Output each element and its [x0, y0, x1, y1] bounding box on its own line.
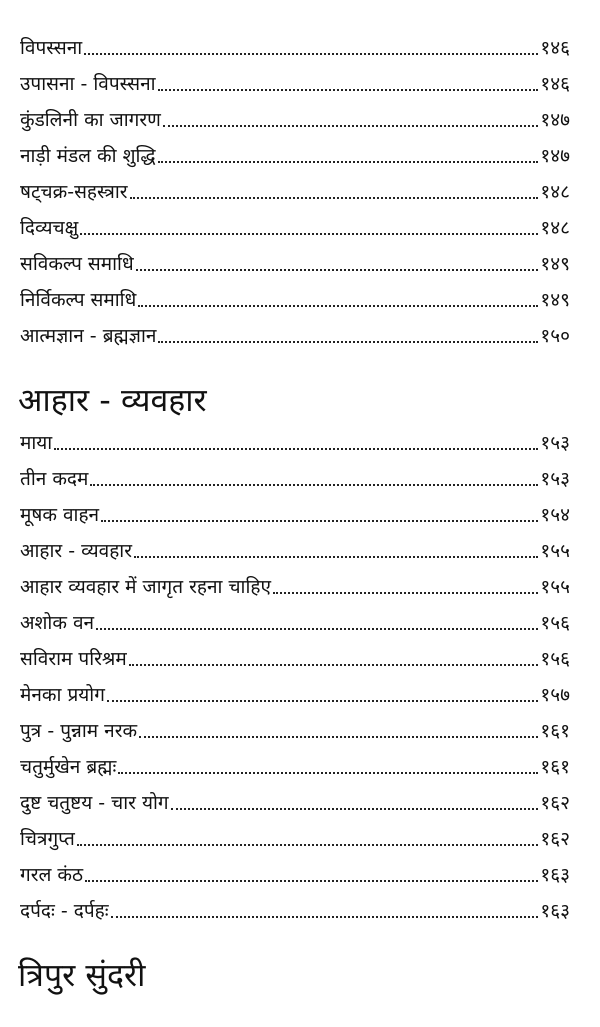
entry-title: गरल कंठ: [20, 864, 84, 886]
entry-title: निर्विकल्प समाधि: [20, 289, 137, 311]
toc-entry[interactable]: [20, 174, 570, 204]
dot-leader: [163, 124, 539, 127]
entry-page-number: १४८: [540, 217, 570, 239]
section-heading: आहार - व्यवहार: [18, 381, 207, 419]
entry-page-number: १५५: [540, 576, 570, 598]
dot-leader: [158, 340, 538, 343]
toc-entry[interactable]: [20, 497, 570, 527]
entry-title: दिव्यचक्षु: [20, 217, 79, 239]
dot-leader: [138, 304, 538, 307]
entry-page-number: १६२: [540, 792, 570, 814]
toc-entry[interactable]: [20, 677, 570, 707]
dot-leader: [136, 268, 539, 271]
toc-entry[interactable]: [20, 605, 570, 635]
entry-page-number: १४७: [540, 145, 570, 167]
entry-page-number: १६३: [540, 864, 570, 886]
entry-page-number: १५०: [540, 325, 570, 347]
toc-entry[interactable]: [20, 318, 570, 348]
entry-page-number: १४८: [540, 181, 570, 203]
entry-title: नाड़ी मंडल की शुद्धि: [20, 145, 156, 167]
toc-entry[interactable]: [20, 210, 570, 240]
entry-page-number: १६३: [540, 900, 570, 922]
toc-entry[interactable]: [20, 66, 570, 96]
entry-title: चतुर्मुखेन ब्रह्मः: [20, 756, 117, 778]
toc-entry[interactable]: [20, 425, 570, 455]
toc-entry[interactable]: [20, 461, 570, 491]
entry-title: अशोक वन: [20, 612, 95, 634]
entry-title: आहार व्यवहार में जागृत रहना चाहिए: [20, 576, 271, 598]
toc-entry[interactable]: [20, 821, 570, 851]
toc-entry[interactable]: [20, 749, 570, 779]
entry-page-number: १५३: [540, 432, 570, 454]
toc-entry[interactable]: [20, 893, 570, 923]
entry-page-number: १५४: [540, 504, 570, 526]
entry-title: सविराम परिश्रम: [20, 648, 127, 670]
entry-page-number: १४९: [540, 289, 570, 311]
entry-title: कुंडलिनी का जागरण: [20, 109, 161, 131]
dot-leader: [84, 52, 538, 55]
dot-leader: [158, 88, 539, 91]
dot-leader: [130, 196, 539, 199]
toc-entry[interactable]: [20, 569, 570, 599]
entry-page-number: १५६: [540, 648, 570, 670]
entry-title: दर्पदः - दर्पहः: [20, 900, 109, 922]
entry-page-number: १४६: [540, 37, 570, 59]
dot-leader: [77, 843, 539, 846]
entry-page-number: १६२: [540, 828, 570, 850]
dot-leader: [54, 447, 538, 450]
entry-title: चित्रगुप्त: [20, 828, 75, 850]
toc-entry[interactable]: [20, 857, 570, 887]
dot-leader: [171, 807, 539, 810]
entry-page-number: १४७: [540, 109, 570, 131]
entry-title: आत्मज्ञान - ब्रह्मज्ञान: [20, 325, 157, 347]
dot-leader: [101, 519, 538, 522]
entry-title: उपासना - विपस्सना: [20, 73, 156, 95]
toc-entry[interactable]: [20, 246, 570, 276]
entry-page-number: १५३: [540, 468, 570, 490]
toc-entry[interactable]: [20, 282, 570, 312]
dot-leader: [139, 735, 538, 738]
entry-page-number: १४६: [540, 73, 570, 95]
entry-title: विपस्सना: [20, 37, 83, 59]
dot-leader: [129, 663, 539, 666]
entry-title: पुत्र - पुन्नाम नरक: [20, 720, 138, 742]
entry-page-number: १४९: [540, 253, 570, 275]
section-heading: त्रिपुर सुंदरी: [18, 956, 146, 994]
dot-leader: [85, 879, 538, 882]
entry-page-number: १५६: [540, 612, 570, 634]
dot-leader: [111, 915, 539, 918]
dot-leader: [96, 627, 538, 630]
entry-title: तीन कदम: [20, 468, 89, 490]
dot-leader: [134, 555, 538, 558]
dot-leader: [107, 699, 538, 702]
entry-page-number: १६१: [540, 756, 570, 778]
entry-page-number: १६१: [540, 720, 570, 742]
entry-title: मेनका प्रयोग: [20, 684, 105, 706]
entry-title: माया: [20, 432, 53, 454]
dot-leader: [158, 160, 539, 163]
dot-leader: [90, 483, 538, 486]
dot-leader: [273, 591, 538, 594]
entry-title: आहार - व्यवहार: [20, 540, 132, 562]
toc-entry[interactable]: [20, 641, 570, 671]
entry-page-number: १५७: [540, 684, 570, 706]
toc-entry[interactable]: [20, 533, 570, 563]
toc-entry[interactable]: [20, 102, 570, 132]
entry-title: दुष्ट चतुष्टय - चार योग: [20, 792, 169, 814]
toc-entry[interactable]: [20, 785, 570, 815]
entry-title: मूषक वाहन: [20, 504, 100, 526]
dot-leader: [80, 232, 538, 235]
entry-page-number: १५५: [540, 540, 570, 562]
entry-title: षट्चक्र-सहस्त्रार: [20, 181, 128, 203]
toc-entry[interactable]: [20, 713, 570, 743]
dot-leader: [118, 771, 538, 774]
toc-entry[interactable]: [20, 138, 570, 168]
toc-entry[interactable]: [20, 30, 570, 60]
entry-title: सविकल्प समाधि: [20, 253, 134, 275]
